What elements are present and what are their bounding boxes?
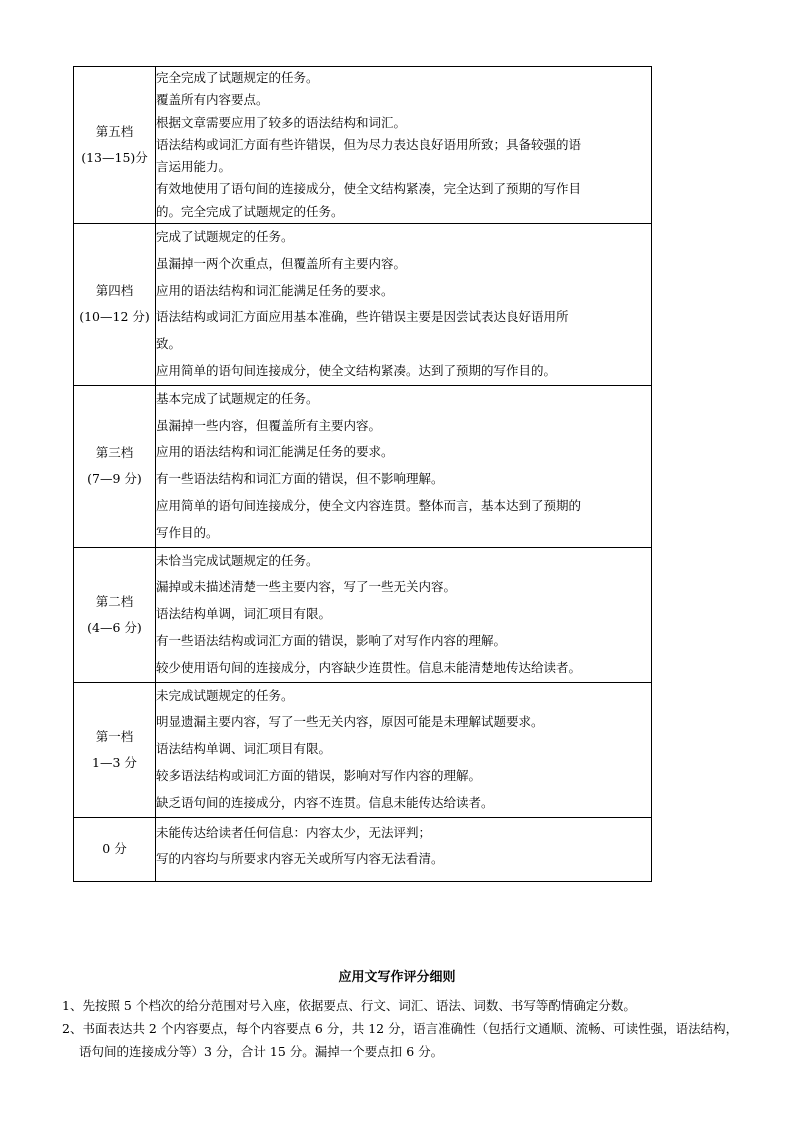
band-name: 第三档 (95, 445, 134, 461)
band-name: 第五档 (95, 124, 134, 140)
criteria-line: 虽漏掉一两个次重点，但覆盖所有主要内容。 (156, 255, 407, 271)
scoring-rules (62, 994, 742, 1063)
section-title: 应用文写作评分细则 (338, 970, 456, 985)
criteria-line: 较少使用语句间的连接成分，内容缺少连贯性。信息未能清楚地传达给读者。 (156, 659, 582, 675)
criteria-line: 应用的语法结构和词汇能满足任务的要求。 (156, 444, 394, 460)
criteria-line: 未恰当完成试题规定的任务。 (156, 552, 319, 568)
criteria-line: 语法结构单调，词汇项目有限。 (156, 606, 332, 622)
criteria-line: 语法结构或词汇方面有些许错误，但为尽力表达良好语用所致；具备较强的语 (156, 136, 582, 152)
band-row-5 (74, 67, 652, 224)
band-row-0 (74, 817, 652, 882)
criteria-line: 完成了试题规定的任务。 (156, 229, 294, 245)
criteria-line: 基本完成了试题规定的任务。 (156, 390, 319, 406)
criteria-line: 漏掉或未描述清楚一些主要内容，写了一些无关内容。 (156, 579, 457, 595)
rule-item: 2、书面表达共 2 个内容要点，每个内容要点 6 分，共 12 分，语言准确性（包括行文通顺、流畅、可读性强，语法结构，语句间的连接成分等）3 分，合计 15 分。漏掉一个要点扣 6 分。 (62, 1021, 739, 1059)
band-range: (7—9 分) (87, 471, 142, 487)
criteria-line: 语法结构单调、词汇项目有限。 (156, 741, 332, 757)
band-range: (4—6 分) (87, 619, 142, 635)
band-name: 第二档 (95, 593, 134, 609)
criteria-line: 虽漏掉一些内容，但覆盖所有主要内容。 (156, 417, 382, 433)
band-row-3 (74, 385, 652, 547)
band-label-cell (74, 817, 156, 882)
criteria-line: 语法结构或词汇方面应用基本准确，些许错误主要是因尝试表达良好语用所 (156, 309, 569, 325)
band-name: 0 分 (102, 841, 127, 857)
criteria-line: 言运用能力。 (156, 159, 232, 175)
band-name: 第一档 (95, 728, 134, 744)
criteria-line: 写的内容均与所要求内容无关或所写内容无法看清。 (156, 851, 444, 867)
band-range: (13—15)分 (81, 150, 148, 166)
criteria-line: 未能传达给读者任何信息：内容太少，无法评判； (156, 824, 432, 840)
band-description (156, 224, 652, 386)
criteria-line: 写作目的。 (156, 524, 219, 540)
criteria-line: 有效地使用了语句间的连接成分，使全文结构紧凑，完全达到了预期的写作目 (156, 181, 582, 197)
criteria-line: 致。 (156, 336, 182, 352)
band-description (156, 67, 652, 224)
criteria-line: 有一些语法结构或词汇方面的错误，影响了对写作内容的理解。 (156, 633, 507, 649)
criteria-line: 完全完成了试题规定的任务。 (156, 70, 319, 85)
criteria-line: 应用的语法结构和词汇能满足任务的要求。 (156, 282, 394, 298)
band-description (156, 682, 652, 817)
band-description (156, 547, 652, 682)
band-description (156, 385, 652, 547)
rule-item: 1、先按照 5 个档次的给分范围对号入座，依据要点、行文、词汇、语法、词数、书写等酌情确定分数。 (62, 998, 636, 1013)
criteria-line: 较多语法结构或词汇方面的错误，影响对写作内容的理解。 (156, 768, 482, 784)
band-row-2 (74, 547, 652, 682)
criteria-line: 应用简单的语句间连接成分，使全文结构紧凑。达到了预期的写作目的。 (156, 363, 557, 379)
criteria-line: 根据文章需要应用了较多的语法结构和词汇。 (156, 114, 407, 130)
scoring-table (73, 66, 652, 882)
criteria-line: 明显遗漏主要内容，写了一些无关内容，原因可能是未理解试题要求。 (156, 714, 544, 730)
band-label-cell (74, 547, 156, 682)
criteria-line: 应用简单的语句间连接成分，使全文内容连贯。整体而言，基本达到了预期的 (156, 498, 582, 514)
band-range: (10—12 分) (79, 309, 150, 325)
criteria-line: 的。完全完成了试题规定的任务。 (156, 203, 344, 219)
band-row-1 (74, 682, 652, 817)
criteria-line: 未完成试题规定的任务。 (156, 687, 294, 703)
band-range: 1—3 分 (92, 754, 137, 770)
criteria-line: 有一些语法结构和词汇方面的错误，但不影响理解。 (156, 471, 444, 487)
criteria-line: 覆盖所有内容要点。 (156, 92, 269, 108)
band-label-cell (74, 385, 156, 547)
band-row-4 (74, 224, 652, 386)
criteria-line: 缺乏语句间的连接成分，内容不连贯。信息未能传达给读者。 (156, 794, 494, 810)
band-label-cell (74, 224, 156, 386)
band-name: 第四档 (95, 283, 134, 299)
band-label-cell (74, 67, 156, 224)
band-description (156, 817, 652, 882)
band-label-cell (74, 682, 156, 817)
